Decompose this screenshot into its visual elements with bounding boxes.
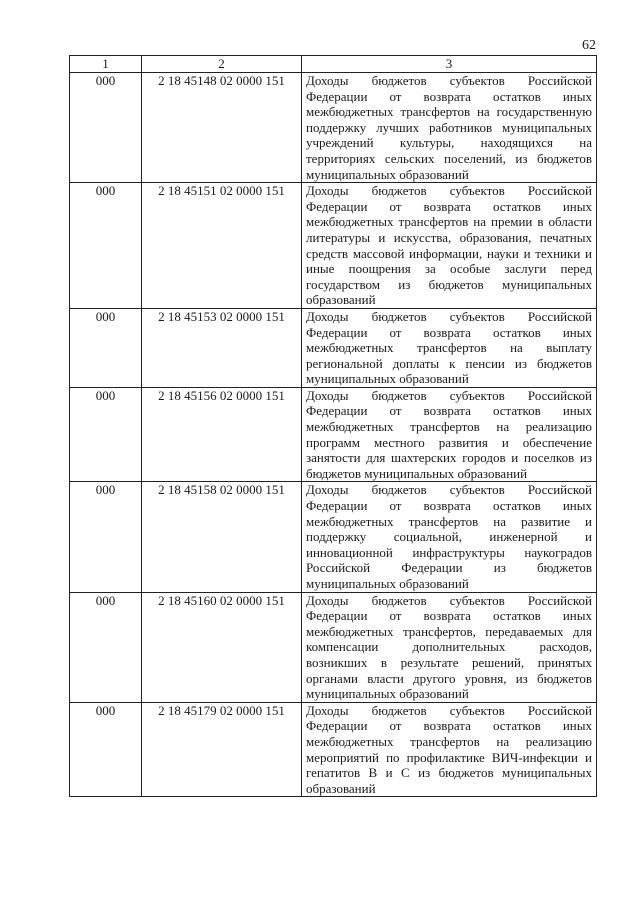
admin-code-cell: 000 [70, 592, 142, 702]
table-row [70, 592, 597, 702]
table-row [70, 482, 597, 592]
description-cell: Доходы бюджетов субъектов Российской Федерации от возврата остатков иных межбюджетных трансфертов на государственную поддержку лучших работников муниципальных учреждений культуры, находящихся на территориях сельских поселений, из бюджетов муниципальных образований [302, 73, 597, 183]
page-number: 62 [582, 38, 596, 53]
revenue-codes-table [69, 55, 597, 797]
admin-code-cell: 000 [70, 73, 142, 183]
admin-code-cell: 000 [70, 702, 142, 797]
admin-code-cell: 000 [70, 183, 142, 309]
table-row [70, 73, 597, 183]
description-cell: Доходы бюджетов субъектов Российской Федерации от возврата остатков иных межбюджетных трансфертов на реализацию программ местного развития и обеспечение занятости для шахтерских городов и поселков из бюджетов муниципальных образований [302, 387, 597, 482]
kbk-code-cell: 2 18 45160 02 0000 151 [142, 592, 302, 702]
description-cell: Доходы бюджетов субъектов Российской Федерации от возврата остатков иных межбюджетных трансфертов на выплату региональной доплаты к пенсии из бюджетов муниципальных образований [302, 308, 597, 387]
kbk-code-cell: 2 18 45179 02 0000 151 [142, 702, 302, 797]
table-row [70, 702, 597, 797]
description-cell: Доходы бюджетов субъектов Российской Федерации от возврата остатков иных межбюджетных трансфертов на развитие и поддержку социальной, инженерной и инновационной инфраструктуры наукоградов Российской Федерации из бюджетов муниципальных образований [302, 482, 597, 592]
description-cell: Доходы бюджетов субъектов Российской Федерации от возврата остатков иных межбюджетных трансфертов на реализацию мероприятий по профилактике ВИЧ-инфекции и гепатитов В и С из бюджетов муниципальных образований [302, 702, 597, 797]
admin-code-cell: 000 [70, 387, 142, 482]
kbk-code-cell: 2 18 45151 02 0000 151 [142, 183, 302, 309]
admin-code-cell: 000 [70, 482, 142, 592]
table-row [70, 308, 597, 387]
header-col-3: 3 [302, 56, 597, 73]
kbk-code-cell: 2 18 45148 02 0000 151 [142, 73, 302, 183]
description-cell: Доходы бюджетов субъектов Российской Федерации от возврата остатков иных межбюджетных трансфертов, передаваемых для компенсации дополнительных расходов, возникших в результате решений, принятых органами власти другого уровня, из бюджетов муниципальных образований [302, 592, 597, 702]
description-cell: Доходы бюджетов субъектов Российской Федерации от возврата остатков иных межбюджетных трансфертов на премии в области литературы и искусства, образования, печатных средств массовой информации, науки и техники и иные поощрения за особые заслуги перед государством из бюджетов муниципальных образований [302, 183, 597, 309]
kbk-code-cell: 2 18 45156 02 0000 151 [142, 387, 302, 482]
admin-code-cell: 000 [70, 308, 142, 387]
header-col-1: 1 [70, 56, 142, 73]
table-row [70, 183, 597, 309]
kbk-code-cell: 2 18 45158 02 0000 151 [142, 482, 302, 592]
kbk-code-cell: 2 18 45153 02 0000 151 [142, 308, 302, 387]
table-header-row [70, 56, 597, 73]
table-row [70, 387, 597, 482]
header-col-2: 2 [142, 56, 302, 73]
